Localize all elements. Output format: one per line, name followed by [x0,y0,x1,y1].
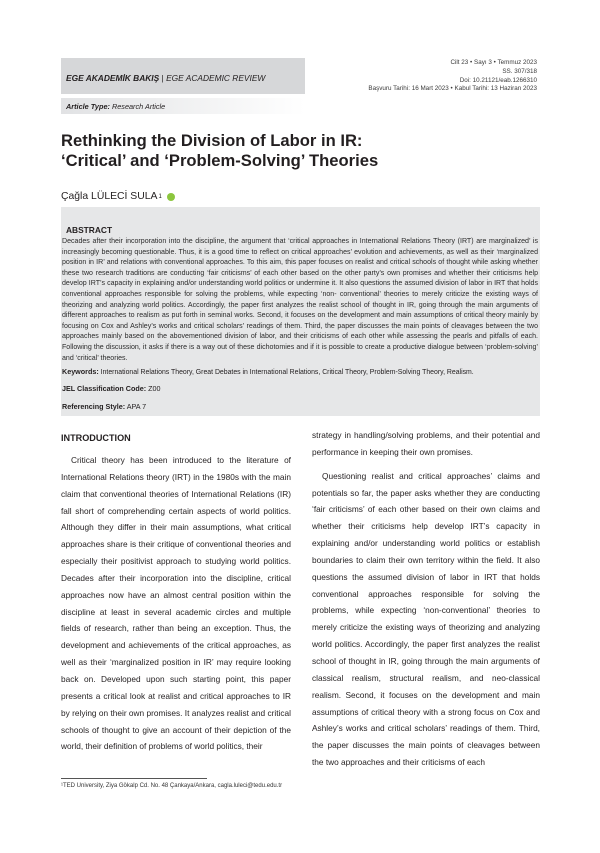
author-footnote-mark: 1 [158,193,162,200]
keywords-value: International Relations Theory, Great Debates in International Relations, Critical Theory, Problem-Solving Theory, Realism. [100,369,474,376]
jel-code [62,384,161,393]
article-type-label: Article Type: [66,102,110,111]
meta-doi: Doi: 10.21121/eab.1266310 [459,76,537,84]
body-column-left [61,452,291,755]
journal-name-tr: EGE AKADEMİK BAKIŞ [66,73,160,83]
meta-pages: SS. 307/318 [502,67,537,75]
jel-label: JEL Classification Code: [62,384,147,393]
referencing-style [62,402,146,411]
referencing-value: APA 7 [126,402,147,411]
journal-name-en: EGE ACADEMIC REVIEW [166,73,266,83]
referencing-label: Referencing Style: [62,402,126,411]
title-line-2: ‘Critical’ and ‘Problem-Solving’ Theories [61,150,379,170]
author [61,191,175,202]
meta-dates: Başvuru Tarihi: 16 Mart 2023 • Kabul Tarihi: 13 Haziran 2023 [368,85,537,93]
abstract-text: Decades after their incorporation into the discipline, the argument that ‘critical approaches in International Relations Theory (IRT) are marginalized’ is increasingly becoming questionable. Thus, it is a good time to reflect on critical approaches’ evolution and achievements, as well as their ‘marginalized position in IR’ and relations with conventional approaches. To this aim, this paper focuses on realist and critical schools of thought while asking whether these two research traditions are conducting ‘fair criticisms’ of each other based on the other party’s own promises and whether their criticisms help develop IRT’s capacity in explaining and/or understanding world politics or undermine it. It also questions the assumed division of labor in IRT that holds conventional approaches responsible for solving the problems, while expecting ‘non- conventional’ theories to merely criticize the existing ways of theorizing and analyzing world politics. Accordingly, the paper first analyzes the realist school of thought in IR, going through the main arguments of different approaches to realism as put forth in seminal works. Second, it focuses on the development and main assumptions of critical theory mainly by focusing on Cox and Ashley’s works and critical scholars’ readings of them. Third, the paper discusses the main points of cleavages between the two approaches mainly based on the abovementioned division of labor, and their criticisms of each other while assessing the pearls and pitfalls of each. Following the discussion, it asks if there is a way out of these dichotomies and if it is possible to create a productive dialogue between ‘problem-solving’ and ‘critical’ theories. [62,238,538,362]
orcid-icon[interactable] [167,193,175,201]
author-affiliation-footnote: ¹TED University, Ziya Gökalp Cd. No. 48 Çankaya/Ankara, cagla.luleci@tedu.edu.tr [61,783,283,789]
meta-volume: Cilt 23 • Sayı 3 • Temmuz 2023 [450,59,537,66]
footnote-divider [61,778,207,779]
abstract-heading: ABSTRACT [66,225,113,235]
intro-paragraph-2: Questioning realist and critical approaches’ claims and potentials so far, the paper asks whether they are conducting ‘fair criticisms’ of each other based on their own claims and whether their criticisms help develop IRT’s capacity in explaining and/or understanding world politics or establish boundaries to claim their own territory within the field. It also questions the assumed division of labor in IRT that holds conventional approaches responsible for solving the problems, while expecting ‘non-conventional’ theories to merely criticize the existing ways of theorizing and analyzing world politics. Accordingly, the paper first analyzes the realist school of thought in IR, going through the main arguments of classical realism, structural realism, and neo-classical realism. Second, it focuses on the development and main assumptions of critical theory with a strong focus on Cox and Ashley’s works and critical scholars’ readings of them. Third, the paper discusses the main points of cleavages between the two approaches and their criticisms of each [312,470,540,768]
journal-name [66,73,265,83]
title-line-1: Rethinking the Division of Labor in IR: [61,131,363,150]
article-type-value: Research Article [111,102,166,111]
keywords-label: Keywords: [62,367,99,376]
article-type [66,102,165,111]
introduction-heading: INTRODUCTION [61,433,131,443]
author-name: Çağla LÜLECİ SULA [61,191,158,202]
intro-paragraph-1: Critical theory has been introduced to the literature of International Relations theory (IRT) in the 1980s with the main claim that conventional theories of International Relations (IR) fall short of comprehending certain aspects of world politics. Although they differ in their main assumptions, what critical approaches share is their critique of conventional theories and especially their positivist approach to studying world politics. Decades after their incorporation into the discipline, critical approaches now have an almost central position within the discipline at least in several academic circles and multiple fields of research, rather than being an exception. Thus, the development and achievements of the critical approaches, as well as their ‘marginalized position in IR’ may require looking back on. Developed upon such starting point, this paper presents a critical look at realist and critical approaches to IR by relying on their own promises. It analyzes realist and critical schools of thought to give an account of their depiction of the world, their definition of problems of world politics, their [61,455,291,752]
intro-paragraph-1-continued: strategy in handling/solving problems, and their potential and performance in keeping their own promises. [312,430,540,457]
keywords [62,367,538,378]
jel-value: Z00 [148,384,161,393]
journal-separator: | [159,73,167,83]
paper-title [61,131,541,170]
article-meta [368,59,537,94]
body-column-right [312,427,540,778]
